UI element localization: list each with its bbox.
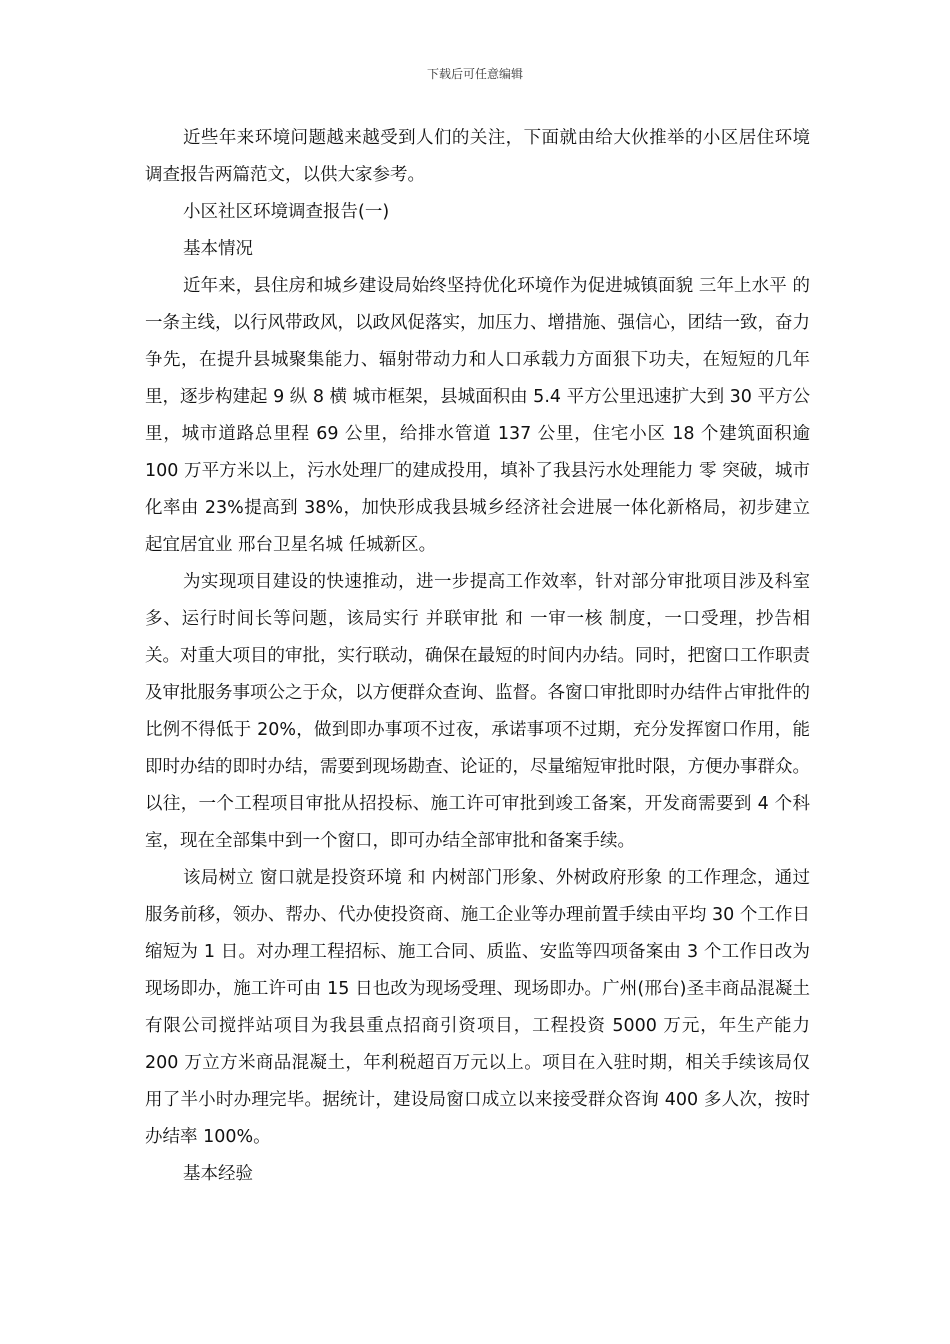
report-title: 小区社区环境调查报告(一) (183, 202, 390, 222)
body-paragraph: 该局树立 窗口就是投资环境 和 内树部门形象、外树政府形象 的工作理念，通过服务前移，领办、帮办、代办使投资商、施工企业等办理前置手续由平均 30 个工作日缩短为 1 日。对办理工程招标、施工合同、质监、安监等四项备案由 3 个工作日改为现场即办，施工许可由 15 日也改为现场受理、现场即办。广州(邢台)圣丰商品混凝土有限公司搅拌站项目为我县重点招商引资项目，工程投资 5000 万元，年生产能力 200 万立方米商品混凝土，年利税超百万元以上。项目在入驻时期，相关手续该局仅用了半小时办理完毕。据统计，建设局窗口成立以来接受群众咨询 400 多人次，按时办结率 100%。 (145, 868, 810, 1147)
intro-paragraph: 近些年来环境问题越来越受到人们的关注，下面就由给大伙推举的小区居住环境调查报告两篇范文，以供大家参考。 (145, 128, 810, 185)
body-paragraph: 为实现项目建设的快速推动，进一步提高工作效率，针对部分审批项目涉及科室多、运行时间长等问题，该局实行 并联审批 和 一审一核 制度，一口受理，抄告相关。对重大项目的审批，实行联动，确保在最短的时间内办结。同时，把窗口工作职责及审批服务事项公之于众，以方便群众查询、监督。各窗口审批即时办结件占审批件的比例不得低于 20%，做到即办事项不过夜，承诺事项不过期，充分发挥窗口作用，能即时办结的即时办结，需要到现场勘查、论证的，尽量缩短审批时限，方便办事群众。以往，一个工程项目审批从招投标、施工许可审批到竣工备案，开发商需要到 4 个科室，现在全部集中到一个窗口，即可办结全部审批和备案手续。 (145, 572, 810, 851)
section-heading-basic-experience: 基本经验 (183, 1164, 253, 1184)
section-heading-basic-situation: 基本情况 (183, 239, 253, 259)
page-header: 下载后可任意编辑 (426, 67, 523, 81)
body-paragraph: 近年来，县住房和城乡建设局始终坚持优化环境作为促进城镇面貌 三年上水平 的一条主线，以行风带政风，以政风促落实，加压力、增措施、强信心，团结一致，奋力争先，在提升县城聚集能力、辐射带动力和人口承载力方面狠下功夫，在短短的几年里，逐步构建起 9 纵 8 横 城市框架，县城面积由 5.4 平方公里迅速扩大到 30 平方公里，城市道路总里程 69 公里，给排水管道 137 公里，住宅小区 18 个建筑面积逾 100 万平方米以上，污水处理厂的建成投用，填补了我县污水处理能力 零 突破，城市化率由 23%提高到 38%，加快形成我县城乡经济社会进展一体化新格局，初步建立起宜居宜业 邢台卫星名城 任城新区。 (145, 276, 810, 555)
document-body (145, 120, 810, 1193)
